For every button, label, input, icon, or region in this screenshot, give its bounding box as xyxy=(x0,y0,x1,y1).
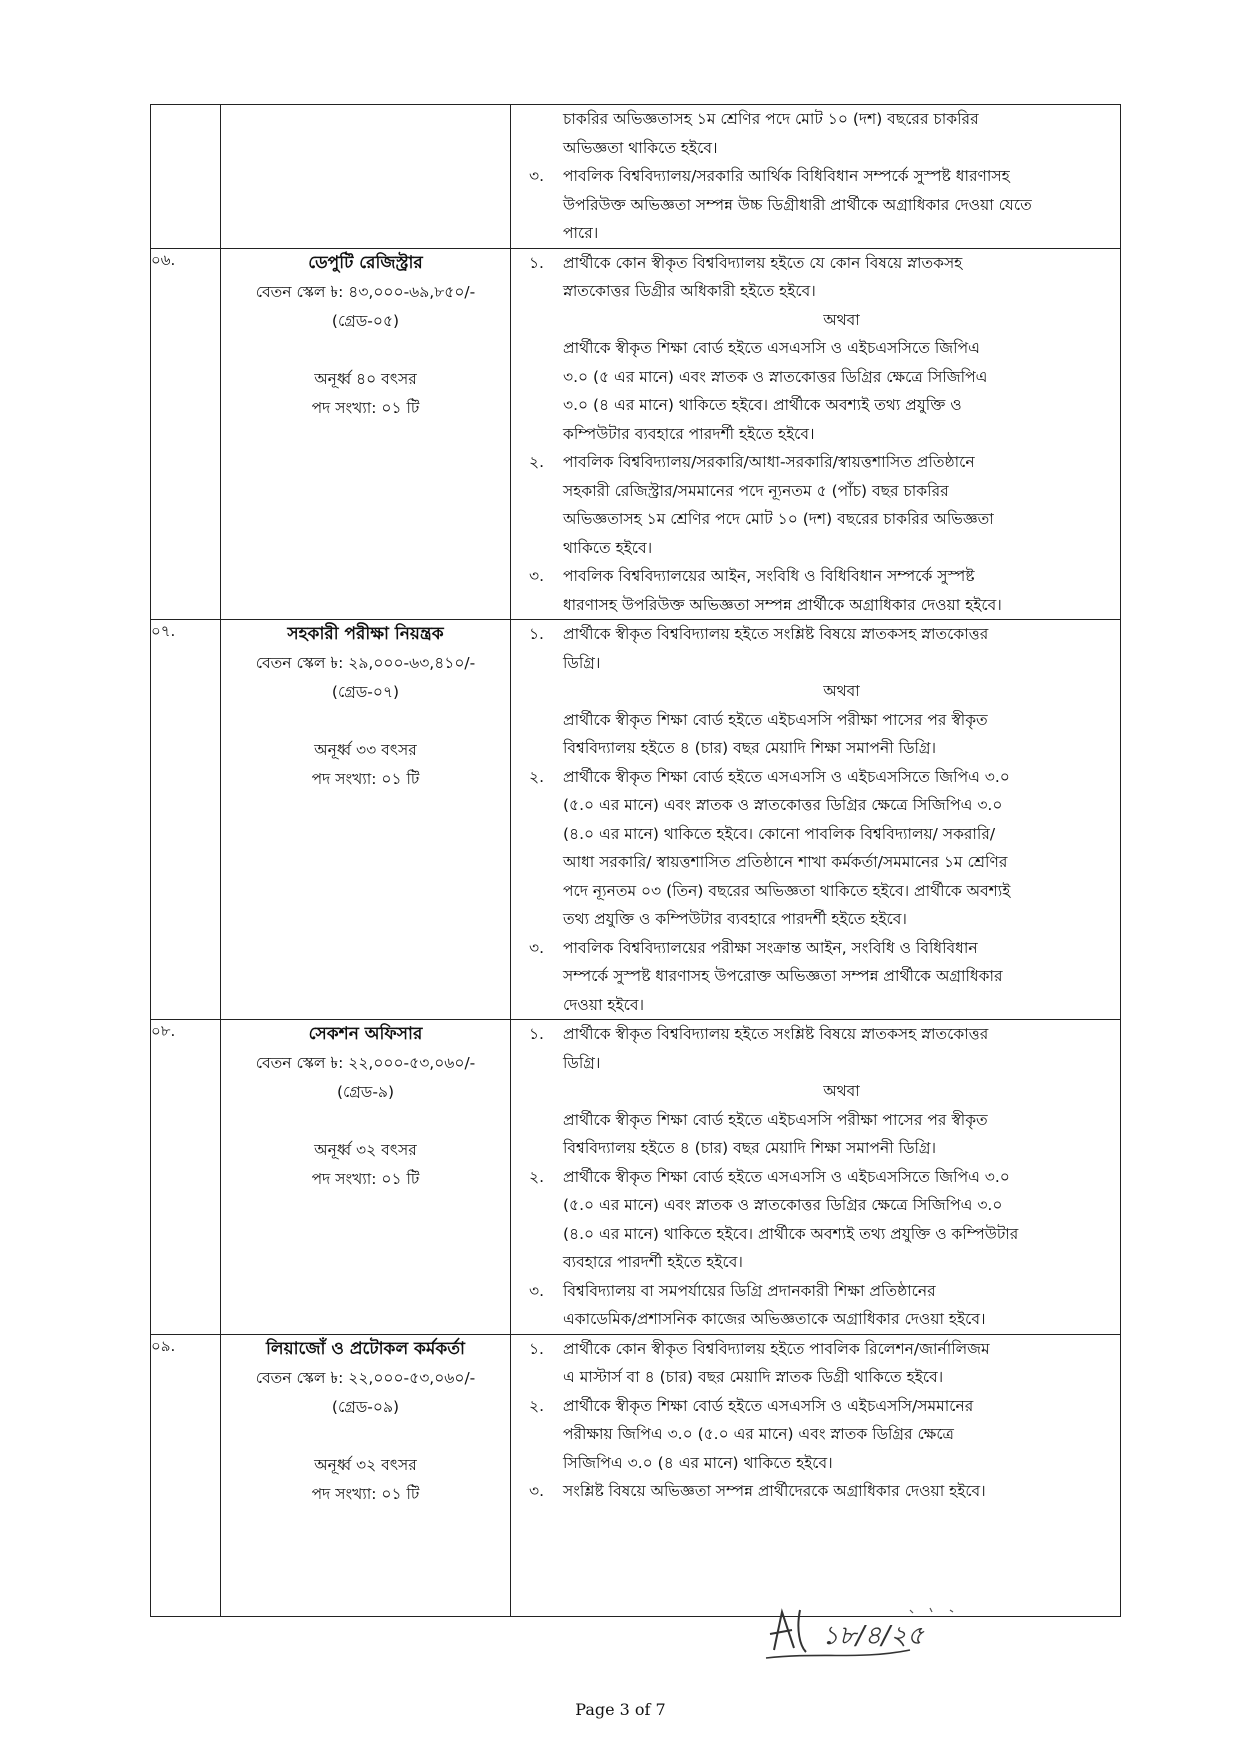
requirement-line: পাবলিক বিশ্ববিদ্যালয়/সরকারি আর্থিক বিধিবিধান সম্পর্কে সুস্পষ্ট ধারণাসহ xyxy=(563,167,1010,185)
requirement-line: বিশ্ববিদ্যালয় বা সমপর্যায়ের ডিগ্রি প্রদানকারী শিক্ষা প্রতিষ্ঠানের xyxy=(563,1281,936,1300)
requirement-line: পরীক্ষায় জিপিএ ৩.০ (৫.০ এর মানে) এবং স্নাতক ডিগ্রির ক্ষেত্রে xyxy=(563,1425,954,1443)
serial-cell: ০৬. xyxy=(151,248,221,620)
item-number: ২. xyxy=(529,767,545,786)
requirement-line: এ মাস্টার্স বা ৪ (চার) বছর মেয়াদি স্নাতক ডিগ্রী থাকিতে হইবে। xyxy=(563,1368,944,1386)
salary-scale: বেতন স্কেল ৳: ২২,০০০-৫৩,০৬০/- xyxy=(255,1368,476,1387)
requirement-item xyxy=(511,1163,1120,1277)
requirement-line: প্রার্থীকে স্বীকৃত শিক্ষা বোর্ড হইতে এইচএসসি পরীক্ষা পাসের পর স্বীকৃত xyxy=(563,710,988,729)
post-count: পদ সংখ্যা: ০১ টি xyxy=(311,1170,420,1188)
salary-scale: বেতন স্কেল ৳: ২২,০০০-৫৩,০৬০/- xyxy=(255,1054,476,1072)
requirement-line: (৫.০ এর মানে) এবং স্নাতক ও স্নাতকোত্তর ডিগ্রির ক্ষেত্রে সিজিপিএ ৩.০ xyxy=(563,1196,1003,1214)
grade: (গ্রেড-০৫) xyxy=(331,311,400,330)
post-cell xyxy=(221,105,511,249)
post-cell xyxy=(221,248,511,620)
handwritten-signature xyxy=(760,1600,1020,1670)
requirements-cell xyxy=(511,1334,1121,1616)
requirement-line: পাবলিক বিশ্ববিদ্যালয়ের পরীক্ষা সংক্রান্ত আইন, সংবিধি ও বিধিবিধান xyxy=(563,938,978,957)
requirement-line: দেওয়া হইবে। xyxy=(563,995,644,1014)
requirement-line: পারে। xyxy=(563,224,599,242)
post-title: লিয়াজোঁ ও প্রটোকল কর্মকর্তা xyxy=(266,1338,465,1359)
requirements-cell xyxy=(511,248,1121,620)
or-separator: অথবা xyxy=(823,682,860,700)
requirement-line: সম্পর্কে সুস্পষ্ট ধারণাসহ উপরোক্ত অভিজ্ঞতা সম্পন্ন প্রার্থীকে অগ্রাধিকার xyxy=(563,967,1003,985)
table-row xyxy=(151,1020,1121,1335)
item-number: ১. xyxy=(529,1339,544,1358)
requirements-cell xyxy=(511,620,1121,1020)
requirement-line: সিজিপিএ ৩.০ (৪ এর মানে) থাকিতে হইবে। xyxy=(563,1453,833,1472)
post-title: ডেপুটি রেজিস্ট্রার xyxy=(308,252,423,273)
or-separator: অথবা xyxy=(823,1082,860,1100)
requirement-line: বিশ্ববিদ্যালয় হইতে ৪ (চার) বছর মেয়াদি শিক্ষা সমাপনী ডিগ্রি। xyxy=(563,1139,937,1157)
spacer xyxy=(221,1107,510,1136)
item-text xyxy=(563,1277,1120,1334)
item-number: ১. xyxy=(529,1025,544,1043)
item-number: ১. xyxy=(529,625,544,643)
page-number: Page 3 of 7 xyxy=(575,1700,666,1719)
serial-cell: ০৮. xyxy=(151,1020,221,1335)
requirement-item xyxy=(511,934,1120,1020)
requirement-line: আধা সরকারি/ স্বায়ত্তশাসিত প্রতিষ্ঠানে শাখা কর্মকর্তা/সমমানের ১ম শ্রেণির xyxy=(563,853,1008,871)
item-number: ২. xyxy=(529,453,545,471)
serial-cell: ০৭. xyxy=(151,620,221,1020)
requirement-item xyxy=(511,1335,1120,1392)
spacer xyxy=(221,336,510,365)
item-text xyxy=(563,249,1120,449)
requirements-table xyxy=(150,104,1121,1617)
requirement-item xyxy=(511,620,1120,763)
grade: (গ্রেড-৯) xyxy=(336,1083,395,1101)
spacer xyxy=(221,707,510,736)
requirement-item xyxy=(511,1477,1120,1506)
table-row xyxy=(151,1334,1121,1616)
requirement-item xyxy=(511,1020,1120,1163)
requirement-line: পাবলিক বিশ্ববিদ্যালয়/সরকারি/আধা-সরকারি/স্বায়ত্তশাসিত প্রতিষ্ঠানে xyxy=(563,453,975,471)
requirement-item xyxy=(511,562,1120,619)
item-text xyxy=(563,448,1120,562)
requirement-line: স্নাতকোত্তর ডিগ্রীর অধিকারী হইতে হইবে। xyxy=(563,282,816,300)
age-limit: অনূর্ধ্ব ৩২ বৎসর xyxy=(314,1455,417,1474)
item-number: ২. xyxy=(529,1167,545,1186)
item-number: ৩. xyxy=(529,938,545,957)
grade: (গ্রেড-০৭) xyxy=(331,683,400,701)
requirements-cell xyxy=(511,105,1121,249)
salary-scale: বেতন স্কেল ৳: ২৯,০০০-৬৩,৪১০/- xyxy=(255,654,476,672)
requirement-item xyxy=(511,763,1120,934)
requirement-item xyxy=(511,448,1120,562)
post-title: সহকারী পরীক্ষা নিয়ন্ত্রক xyxy=(287,624,444,644)
table-row xyxy=(151,105,1121,249)
item-number: ৩. xyxy=(529,567,545,585)
post-count: পদ সংখ্যা: ০১ টি xyxy=(311,770,420,788)
requirement-line: পাবলিক বিশ্ববিদ্যালয়ের আইন, সংবিধি ও বিধিবিধান সম্পর্কে সুস্পষ্ট xyxy=(563,567,975,585)
requirement-line: প্রার্থীকে স্বীকৃত শিক্ষা বোর্ড হইতে এসএসসি ও এইচএসসিতে জিপিএ ৩.০ xyxy=(563,767,1010,786)
requirement-line: প্রার্থীকে স্বীকৃত শিক্ষা বোর্ড হইতে এসএসসি ও এইচএসসি/সমমানের xyxy=(563,1396,974,1415)
item-number: ৩. xyxy=(529,1281,545,1300)
item-number: ১. xyxy=(529,253,544,272)
item-text xyxy=(563,1335,1120,1392)
requirement-line: ধারণাসহ উপরিউক্ত অভিজ্ঞতা সম্পন্ন প্রার্থীকে অগ্রাধিকার দেওয়া হইবে। xyxy=(563,595,1002,614)
or-separator: অথবা xyxy=(823,310,860,329)
requirement-line: প্রার্থীকে স্বীকৃত শিক্ষা বোর্ড হইতে এইচএসসি পরীক্ষা পাসের পর স্বীকৃত xyxy=(563,1110,988,1129)
requirement-line: ৩.০ (৫ এর মানে) এবং স্নাতক ও স্নাতকোত্তর ডিগ্রির ক্ষেত্রে সিজিপিএ xyxy=(563,367,988,386)
requirement-line: প্রার্থীকে স্বীকৃত শিক্ষা বোর্ড হইতে এসএসসি ও এইচএসসিতে জিপিএ xyxy=(563,339,980,357)
requirement-line: একাডেমিক/প্রশাসনিক কাজের অভিজ্ঞতাকে অগ্রাধিকার দেওয়া হইবে। xyxy=(563,1310,986,1328)
item-number: ৩. xyxy=(529,167,545,185)
page-footer xyxy=(0,1700,1241,1719)
item-number: ২. xyxy=(529,1396,545,1415)
item-text xyxy=(563,934,1120,1020)
grade: (গ্রেড-০৯) xyxy=(331,1397,400,1416)
requirement-line: প্রার্থীকে স্বীকৃত বিশ্ববিদ্যালয় হইতে সংশ্লিষ্ট বিষয়ে স্নাতকসহ স্নাতকোত্তর xyxy=(563,1025,989,1043)
age-limit: অনূর্ধ্ব ৩২ বৎসর xyxy=(314,1141,417,1159)
requirement-line: ডিগ্রি। xyxy=(563,1053,601,1072)
requirements-cell xyxy=(511,1020,1121,1335)
requirement-line: (৪.০ এর মানে) থাকিতে হইবে। প্রার্থীকে অবশ্যই তথ্য প্রযুক্তি ও কম্পিউটার xyxy=(563,1224,1019,1243)
requirement-line: (৪.০ এর মানে) থাকিতে হইবে। কোনো পাবলিক বিশ্ববিদ্যালয়/ সকরারি/ xyxy=(563,824,996,843)
requirement-line: ডিগ্রি। xyxy=(563,653,601,672)
requirement-line: চাকরির অভিজ্ঞতাসহ ১ম শ্রেণির পদে মোট ১০ (দশ) বছরের চাকরির xyxy=(563,110,979,128)
requirement-line: ব্যবহারে পারদর্শী হইতে হইবে। xyxy=(563,1253,743,1271)
table-row xyxy=(151,620,1121,1020)
requirement-line: (৫.০ এর মানে) এবং স্নাতক ও স্নাতকোত্তর ডিগ্রির ক্ষেত্রে সিজিপিএ ৩.০ xyxy=(563,796,1003,814)
post-title: সেকশন অফিসার xyxy=(308,1024,423,1044)
requirement-item xyxy=(511,162,1120,248)
item-text xyxy=(563,763,1120,934)
post-cell xyxy=(221,1334,511,1616)
item-text xyxy=(563,620,1120,763)
requirement-line: তথ্য প্রযুক্তি ও কম্পিউটার ব্যবহারে পারদর্শী হইতে হইবে। xyxy=(563,910,907,928)
serial-cell xyxy=(151,105,221,249)
requirement-line: সহকারী রেজিস্ট্রার/সমমানের পদে ন্যূনতম ৫ (পাঁচ) বছর চাকরির xyxy=(563,481,949,500)
requirement-line: অভিজ্ঞতা থাকিতে হইবে। xyxy=(563,138,718,157)
item-number: ৩. xyxy=(529,1482,545,1500)
item-text xyxy=(563,1392,1120,1478)
item-text xyxy=(563,1163,1120,1277)
requirement-line: উপরিউক্ত অভিজ্ঞতা সম্পন্ন উচ্চ ডিগ্রীধারী প্রার্থীকে অগ্রাধিকার দেওয়া যেতে xyxy=(563,195,1032,214)
item-text xyxy=(563,1020,1120,1163)
item-text xyxy=(563,1477,1120,1506)
post-cell xyxy=(221,1020,511,1335)
age-limit: অনূর্ধ্ব ৩৩ বৎসর xyxy=(314,741,417,759)
requirement-line: ৩.০ (৪ এর মানে) থাকিতে হইবে। প্রার্থীকে অবশ্যই তথ্য প্রযুক্তি ও xyxy=(563,396,962,414)
requirement-line: বিশ্ববিদ্যালয় হইতে ৪ (চার) বছর মেয়াদি শিক্ষা সমাপনী ডিগ্রি। xyxy=(563,739,937,757)
requirement-line: প্রার্থীকে কোন স্বীকৃত বিশ্ববিদ্যালয় হইতে যে কোন বিষয়ে স্নাতকসহ xyxy=(563,253,963,272)
post-cell xyxy=(221,620,511,1020)
requirement-line: কম্পিউটার ব্যবহারে পারদর্শী হইতে হইবে। xyxy=(563,424,815,443)
item-text xyxy=(563,562,1120,619)
table-body xyxy=(151,105,1121,1617)
requirement-line: অভিজ্ঞতাসহ ১ম শ্রেণির পদে মোট ১০ (দশ) বছরের চাকরির অভিজ্ঞতা xyxy=(563,510,994,528)
requirement-line: প্রার্থীকে স্বীকৃত শিক্ষা বোর্ড হইতে এসএসসি ও এইচএসসিতে জিপিএ ৩.০ xyxy=(563,1167,1010,1186)
post-count: পদ সংখ্যা: ০১ টি xyxy=(311,1484,420,1503)
requirement-line: সংশ্লিষ্ট বিষয়ে অভিজ্ঞতা সম্পন্ন প্রার্থীদেরকে অগ্রাধিকার দেওয়া হইবে। xyxy=(563,1482,986,1500)
spacer xyxy=(221,1422,510,1451)
requirement-item xyxy=(511,249,1120,449)
age-limit: অনূর্ধ্ব ৪০ বৎসর xyxy=(314,369,417,388)
requirement-item xyxy=(511,1392,1120,1478)
requirement-line: প্রার্থীকে স্বীকৃত বিশ্ববিদ্যালয় হইতে সংশ্লিষ্ট বিষয়ে স্নাতকসহ স্নাতকোত্তর xyxy=(563,625,989,643)
requirement-line: থাকিতে হইবে। xyxy=(563,538,653,557)
requirement-line: প্রার্থীকে কোন স্বীকৃত বিশ্ববিদ্যালয় হইতে পাবলিক রিলেশন/জার্নালিজম xyxy=(563,1339,990,1358)
table-row xyxy=(151,248,1121,620)
svg-text:১৮/৪/২৫: ১৮/৪/২৫ xyxy=(822,1621,924,1651)
serial-cell: ০৯. xyxy=(151,1334,221,1616)
requirement-line: পদে ন্যূনতম ০৩ (তিন) বছরের অভিজ্ঞতা থাকিতে হইবে। প্রার্থীকে অবশ্যই xyxy=(563,881,1011,900)
salary-scale: বেতন স্কেল ৳: ৪৩,০০০-৬৯,৮৫০/- xyxy=(255,282,476,301)
requirement-item xyxy=(511,1277,1120,1334)
item-text xyxy=(563,162,1120,248)
post-count: পদ সংখ্যা: ০১ টি xyxy=(311,398,420,417)
